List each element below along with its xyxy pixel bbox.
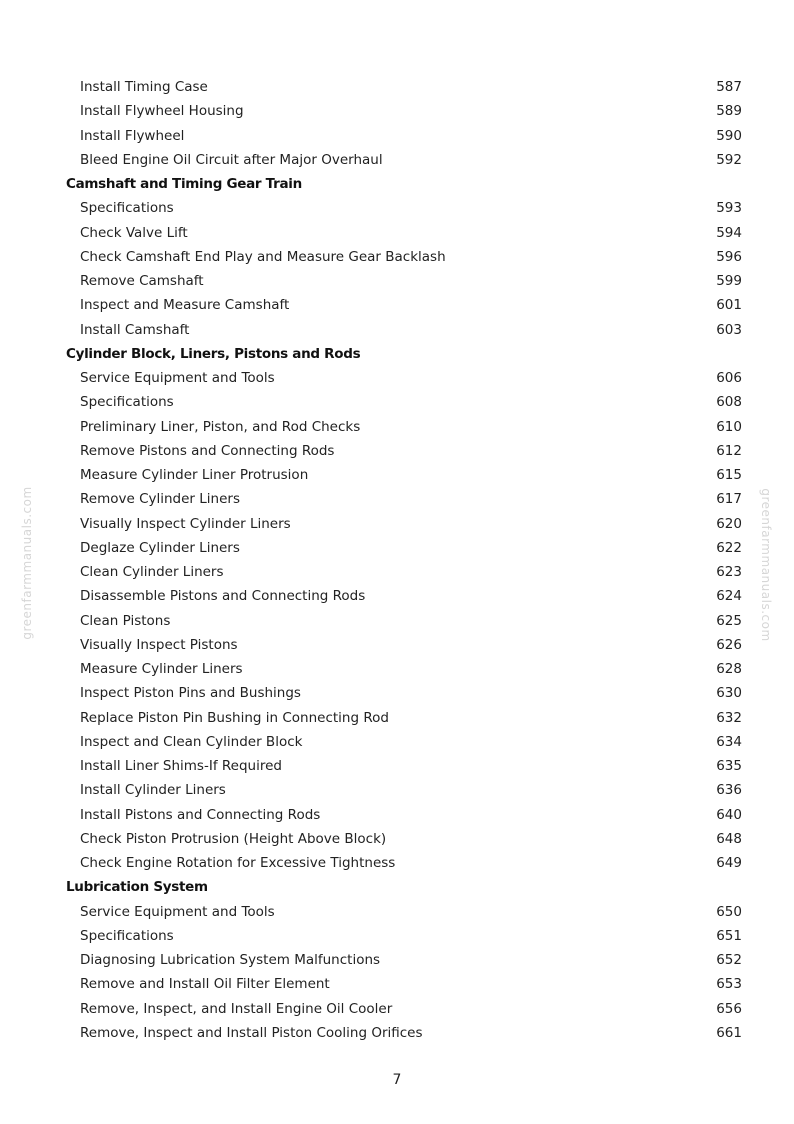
entry-page-number: 624 xyxy=(716,588,742,605)
entry-page-number: 612 xyxy=(716,442,742,459)
toc-entry[interactable] xyxy=(66,706,742,730)
entry-title: Clean Cylinder Liners xyxy=(80,564,224,580)
toc-section-heading xyxy=(66,875,742,899)
entry-page-number: 630 xyxy=(716,685,742,702)
toc-entry[interactable] xyxy=(66,124,742,148)
entry-title: Service Equipment and Tools xyxy=(80,903,275,920)
toc-entry[interactable] xyxy=(66,318,742,342)
toc-entry[interactable] xyxy=(66,681,742,705)
entry-page-number: 652 xyxy=(716,952,742,968)
toc-entry[interactable] xyxy=(66,463,742,487)
entry-page-number: 640 xyxy=(716,806,742,823)
entry-page-number: 615 xyxy=(716,467,742,483)
toc-entry[interactable] xyxy=(66,972,742,996)
entry-title: Specifications xyxy=(80,200,174,217)
entry-page-number: 653 xyxy=(716,976,742,993)
entry-page-number: 651 xyxy=(716,927,742,944)
toc-entry[interactable] xyxy=(66,657,742,681)
entry-title: Install Pistons and Connecting Rods xyxy=(80,806,321,823)
entry-title: Replace Piston Pin Bushing in Connecting Rod xyxy=(80,709,389,726)
toc-entry[interactable] xyxy=(66,609,742,633)
toc-entry[interactable] xyxy=(66,439,742,463)
entry-title: Check Valve Lift xyxy=(80,224,188,241)
entry-page-number: 628 xyxy=(716,661,742,677)
entry-title: Specifications xyxy=(80,927,174,944)
toc-entry[interactable] xyxy=(66,245,742,269)
entry-title: Install Liner Shims-If Required xyxy=(80,758,282,774)
toc-entry[interactable] xyxy=(66,221,742,245)
entry-page-number: 634 xyxy=(716,733,742,750)
entry-page-number: 592 xyxy=(716,151,742,168)
entry-page-number: 620 xyxy=(716,515,742,532)
toc-entry[interactable] xyxy=(66,730,742,754)
entry-page-number: 661 xyxy=(716,1024,742,1041)
toc-section-heading xyxy=(66,342,742,366)
toc-entry[interactable] xyxy=(66,778,742,802)
entry-title: Deglaze Cylinder Liners xyxy=(80,539,240,556)
entry-page-number: 626 xyxy=(716,636,742,653)
entry-page-number: 656 xyxy=(716,1000,742,1017)
entry-title: Inspect Piston Pins and Bushings xyxy=(80,685,301,702)
toc-entry[interactable] xyxy=(66,633,742,657)
entry-page-number: 610 xyxy=(716,418,742,435)
toc-entry[interactable] xyxy=(66,827,742,851)
entry-title: Specifications xyxy=(80,394,174,411)
entry-title: Visually Inspect Cylinder Liners xyxy=(80,515,291,532)
entry-title: Bleed Engine Oil Circuit after Major Overhaul xyxy=(80,151,383,168)
entry-title: Install Flywheel xyxy=(80,127,185,144)
entry-title: Disassemble Pistons and Connecting Rods xyxy=(80,588,366,605)
entry-title: Measure Cylinder Liners xyxy=(80,661,243,677)
toc-entry[interactable] xyxy=(66,924,742,948)
entry-page-number: 648 xyxy=(716,830,742,847)
toc-entry[interactable] xyxy=(66,99,742,123)
entry-title: Remove Pistons and Connecting Rods xyxy=(80,442,335,459)
entry-page-number: 603 xyxy=(716,321,742,338)
entry-page-number: 601 xyxy=(716,297,742,314)
entry-page-number: 622 xyxy=(716,539,742,556)
entry-title: Clean Pistons xyxy=(80,612,171,629)
entry-title: Install Flywheel Housing xyxy=(80,103,244,120)
toc-entry[interactable] xyxy=(66,997,742,1021)
entry-page-number: 599 xyxy=(716,273,742,289)
entry-page-number: 632 xyxy=(716,709,742,726)
section-title: Camshaft and Timing Gear Train xyxy=(66,176,302,192)
entry-title: Install Camshaft xyxy=(80,321,190,338)
page-number: 7 xyxy=(392,1072,402,1088)
toc-entry[interactable] xyxy=(66,584,742,608)
entry-page-number: 587 xyxy=(716,79,742,95)
toc-entry[interactable] xyxy=(66,269,742,293)
toc-entry[interactable] xyxy=(66,148,742,172)
watermark-left: greenfarmmanuals.com xyxy=(20,486,34,640)
entry-title: Remove, Inspect, and Install Engine Oil Cooler xyxy=(80,1000,393,1017)
section-title: Cylinder Block, Liners, Pistons and Rods xyxy=(66,345,361,362)
entry-title: Check Engine Rotation for Excessive Tightness xyxy=(80,855,396,871)
toc-section-heading xyxy=(66,172,742,196)
entry-page-number: 589 xyxy=(716,103,742,120)
toc-entry[interactable] xyxy=(66,948,742,972)
entry-title: Check Camshaft End Play and Measure Gear Backlash xyxy=(80,248,446,265)
toc-entry[interactable] xyxy=(66,366,742,390)
entry-title: Install Cylinder Liners xyxy=(80,782,226,799)
entry-title: Remove, Inspect and Install Piston Cooling Orifices xyxy=(80,1024,423,1041)
entry-page-number: 606 xyxy=(716,370,742,386)
section-title: Lubrication System xyxy=(66,879,208,896)
toc-entry[interactable] xyxy=(66,900,742,924)
entry-page-number: 590 xyxy=(716,127,742,144)
entry-page-number: 617 xyxy=(716,491,742,508)
entry-title: Inspect and Clean Cylinder Block xyxy=(80,733,303,750)
entry-title: Service Equipment and Tools xyxy=(80,370,275,386)
entry-page-number: 594 xyxy=(716,224,742,241)
entry-title: Measure Cylinder Liner Protrusion xyxy=(80,467,309,483)
entry-title: Remove Cylinder Liners xyxy=(80,491,240,508)
entry-page-number: 636 xyxy=(716,782,742,799)
entry-title: Remove Camshaft xyxy=(80,273,204,289)
entry-title: Visually Inspect Pistons xyxy=(80,636,238,653)
toc-entry[interactable] xyxy=(66,196,742,220)
toc-entry[interactable] xyxy=(66,390,742,414)
entry-title: Remove and Install Oil Filter Element xyxy=(80,976,330,993)
toc-entry[interactable] xyxy=(66,75,742,99)
watermark-right: greenfarmmanuals.com xyxy=(759,488,773,642)
entry-title: Install Timing Case xyxy=(80,79,208,95)
entry-page-number: 596 xyxy=(716,248,742,265)
entry-page-number: 608 xyxy=(716,394,742,411)
entry-title: Inspect and Measure Camshaft xyxy=(80,297,290,314)
toc-entry[interactable] xyxy=(66,1021,742,1045)
entry-page-number: 650 xyxy=(716,903,742,920)
toc-entry[interactable] xyxy=(66,803,742,827)
toc-entry[interactable] xyxy=(66,560,742,584)
entry-page-number: 635 xyxy=(716,758,742,774)
toc-entry[interactable] xyxy=(66,536,742,560)
entry-page-number: 593 xyxy=(716,200,742,217)
entry-page-number: 649 xyxy=(716,855,742,871)
table-of-contents xyxy=(66,75,742,1045)
toc-entry[interactable] xyxy=(66,487,742,511)
entry-page-number: 623 xyxy=(716,564,742,580)
entry-page-number: 625 xyxy=(716,612,742,629)
toc-entry[interactable] xyxy=(66,754,742,778)
toc-entry[interactable] xyxy=(66,512,742,536)
toc-entry[interactable] xyxy=(66,293,742,317)
toc-entry[interactable] xyxy=(66,851,742,875)
toc-entry[interactable] xyxy=(66,415,742,439)
entry-title: Diagnosing Lubrication System Malfunctions xyxy=(80,952,381,968)
entry-title: Check Piston Protrusion (Height Above Block) xyxy=(80,830,387,847)
entry-title: Preliminary Liner, Piston, and Rod Checks xyxy=(80,418,361,435)
